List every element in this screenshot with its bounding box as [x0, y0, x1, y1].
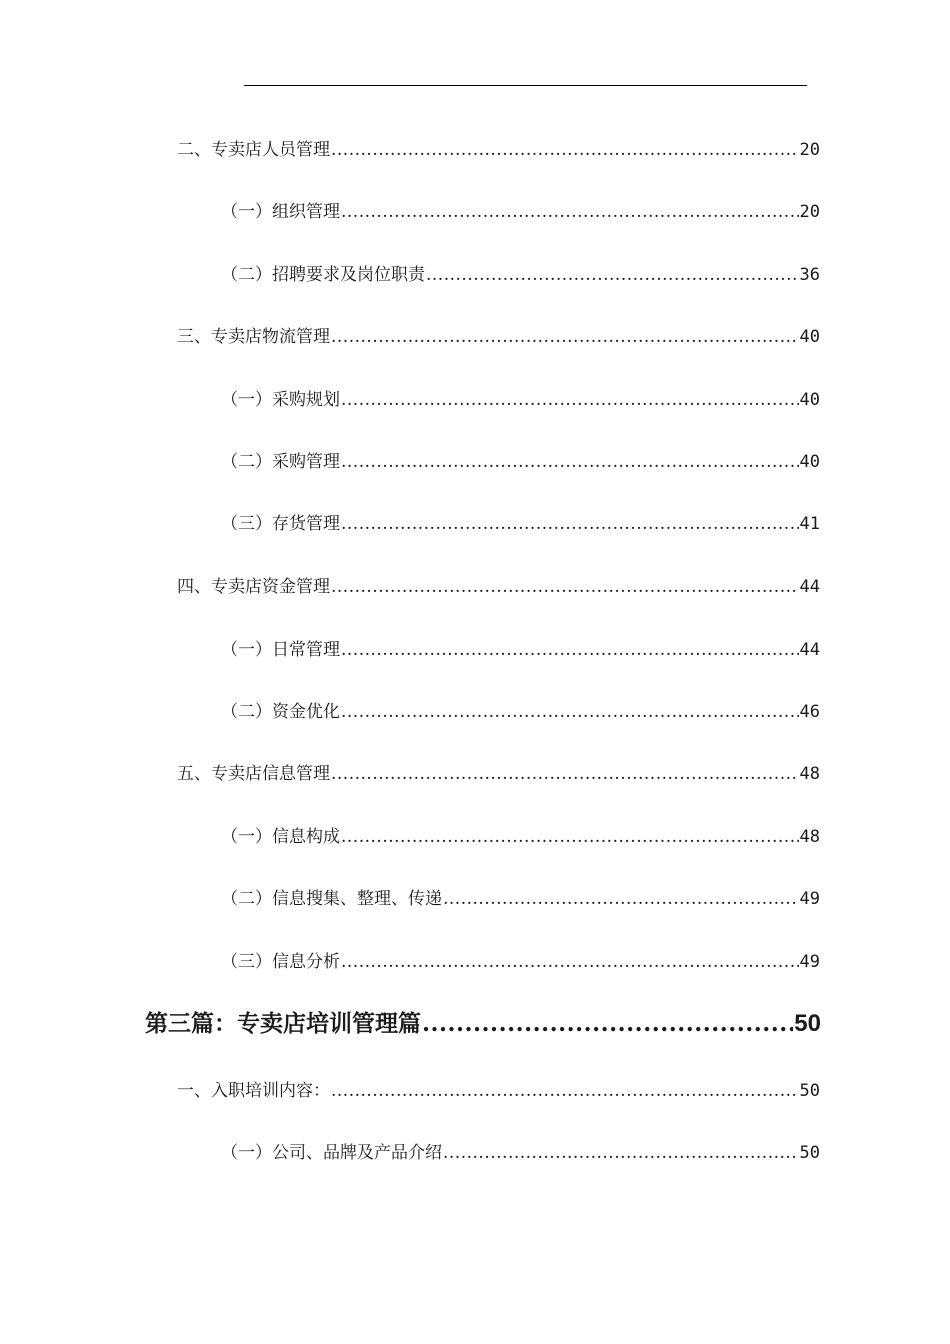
toc-entry-title: （一）采购规划 [221, 390, 340, 410]
toc-entry-page: 44 [799, 640, 820, 660]
toc-dot-leader [341, 200, 799, 224]
toc-dot-leader [331, 762, 799, 786]
toc-entry-title: （三）存货管理 [221, 514, 340, 534]
header-rule [244, 85, 807, 86]
toc-entry[interactable] [221, 450, 820, 474]
toc-entry-title: （一）日常管理 [221, 640, 340, 660]
toc-entry[interactable] [221, 887, 820, 911]
toc-entry[interactable] [221, 263, 820, 287]
toc-entry-page: 49 [799, 889, 820, 909]
toc-entry-page: 50 [799, 1143, 820, 1163]
toc-dot-leader [426, 263, 799, 287]
toc-entry-title: 一、入职培训内容： [177, 1081, 330, 1101]
toc-entry-page: 50 [794, 1010, 821, 1037]
toc-entry-title: （一）组织管理 [221, 202, 340, 222]
toc-entry-page: 50 [799, 1081, 820, 1101]
toc-entry[interactable] [221, 825, 820, 849]
toc-entry[interactable] [221, 1141, 820, 1165]
toc-entry-title: （二）招聘要求及岗位职责 [221, 265, 425, 285]
toc-entry-title: （三）信息分析 [221, 952, 340, 972]
toc-entry-page: 41 [799, 514, 820, 534]
toc-entry[interactable] [221, 200, 820, 224]
toc-entry[interactable] [177, 325, 820, 349]
toc-entry-page: 40 [799, 327, 820, 347]
toc-dot-leader [443, 1141, 799, 1165]
toc-dot-leader [331, 325, 799, 349]
toc-dot-leader [331, 1079, 799, 1103]
toc-entry-page: 20 [799, 140, 820, 160]
toc-entry-title: 四、专卖店资金管理 [177, 577, 330, 597]
toc-entry-page: 46 [799, 702, 820, 722]
toc-entry[interactable] [221, 512, 820, 536]
toc-entry[interactable] [177, 1079, 820, 1103]
toc-dot-leader [331, 575, 799, 599]
toc-dot-leader [341, 638, 799, 662]
toc-entry-page: 48 [799, 764, 820, 784]
toc-entry-page: 48 [799, 827, 820, 847]
toc-entry[interactable] [221, 950, 820, 974]
toc-dot-leader [422, 1008, 793, 1040]
toc-entry-page: 40 [799, 452, 820, 472]
toc-entry-title: （二）资金优化 [221, 702, 340, 722]
toc-entry[interactable] [177, 762, 820, 786]
toc-entry-title: 五、专卖店信息管理 [177, 764, 330, 784]
toc-entry[interactable] [177, 575, 820, 599]
toc-entry[interactable] [221, 700, 820, 724]
toc-entry-title: （一）信息构成 [221, 827, 340, 847]
toc-entry-page: 49 [799, 952, 820, 972]
toc-dot-leader [331, 138, 799, 162]
toc-entry-title: 三、专卖店物流管理 [177, 327, 330, 347]
toc-entry[interactable] [221, 638, 820, 662]
toc-part-heading[interactable] [145, 1008, 821, 1040]
toc-entry-page: 20 [799, 202, 820, 222]
toc-entry-title: （二）采购管理 [221, 452, 340, 472]
toc-dot-leader [341, 825, 799, 849]
toc-entry-title: （一）公司、品牌及产品介绍 [221, 1143, 442, 1163]
toc-dot-leader [341, 700, 799, 724]
toc-dot-leader [341, 512, 799, 536]
toc-entry-page: 44 [799, 577, 820, 597]
toc-entry-title: 第三篇：专卖店培训管理篇 [145, 1010, 421, 1037]
toc-entry-title: 二、专卖店人员管理 [177, 140, 330, 160]
toc-dot-leader [341, 388, 799, 412]
toc-entry[interactable] [177, 138, 820, 162]
toc-entry-title: （二）信息搜集、整理、传递 [221, 889, 442, 909]
toc-dot-leader [341, 450, 799, 474]
toc-dot-leader [443, 887, 799, 911]
toc-entry-page: 36 [799, 265, 820, 285]
toc-entry[interactable] [221, 388, 820, 412]
toc-dot-leader [341, 950, 799, 974]
toc-entry-page: 40 [799, 390, 820, 410]
